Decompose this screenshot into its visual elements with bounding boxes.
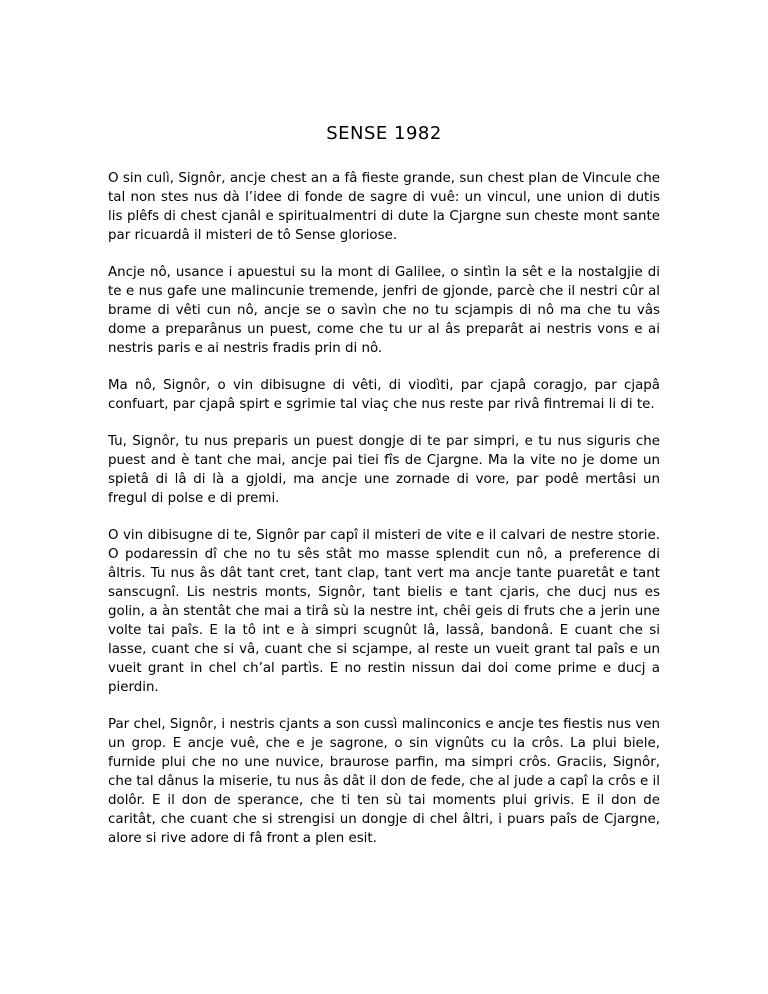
paragraph-4: Tu, Signôr, tu nus preparis un puest dongje di te par simpri, e tu nus siguris che puest and è tant che mai, ancje pai tiei fîs de Cjargne. Ma la vite no je dome un spietâ di lâ di là a gjoldi, ma ancje une zornade di vore, par podê mertâsi un fregul di polse e di premi. <box>108 434 660 506</box>
document-page <box>108 0 660 866</box>
paragraph-6: Par chel, Signôr, i nestris cjants a son cussì malinconics e ancje tes fiestis nus ven un grop. E ancje vuê, che e je sagrone, o sin vignûts cu la crôs. La plui biele, furnide plui che no une nuvice, braurose parfin, ma simpri crôs. Graciis, Signôr, che tal dânus la miserie, tu nus âs dât il don de fede, che al jude a capî la crôs e il dolôr. E il don de sperance, che ti ten sù tai moments plui grivis. E il don de caritât, che cuant che si strengisi un dongje di chel âltri, i puars paîs de Cjargne, alore si rive adore di fâ front a plen esit. <box>108 717 660 846</box>
paragraph-5: O vin dibisugne di te, Signôr par capî il misteri de vite e il calvari de nestre storie. O podaressin dî che no tu sês stât mo masse splendit cun nô, a preference di âltris. Tu nus âs dât tant cret, tant clap, tant vert ma ancje tante puaretât e tant sanscugnî. Lis nestris monts, Signôr, tant bielis e tant cjaris, che ducj nus es golin, a àn stentât che mai a tirâ sù la nestre int, chêi geis di fruts che a jerin une volte tai paîs. E la tô int e à simpri scugnût lâ, lassâ, bandonâ. E cuant che si lasse, cuant che si vâ, cuant che si scjampe, al reste un vueit grant tal paîs e un vueit grant in chel ch’al partìs. E no restin nissun dai doi come prime e ducj a pierdin. <box>108 528 660 695</box>
paragraph-3: Ma nô, Signôr, o vin dibisugne di vêti, di viodìti, par cjapâ coragjo, par cjapâ confuart, par cjapâ spirt e sgrimie tal viaç che nus reste par rivâ fintremai li di te. <box>108 378 660 412</box>
document-body <box>108 169 660 848</box>
document-title: SENSE 1982 <box>326 123 442 144</box>
paragraph-1: O sin culì, Signôr, ancje chest an a fâ fieste grande, sun chest plan de Vincule che tal non stes nus dà l’idee di fonde de sagre di vuê: un vincul, une union di dutis lis plêfs di chest cjanâl e spiritualmentri di dute la Cjargne sun cheste mont sante par ricuardâ il misteri de tô Sense gloriose. <box>108 171 660 243</box>
paragraph-2: Ancje nô, usance i apuestui su la mont di Galilee, o sintìn la sêt e la nostalgjie di te e nus gafe une malincunie tremende, jenfri de gjonde, parcè che il nestri cûr al brame di vêti cun nô, ancje se o savìn che no tu scjampis di nô ma che tu vâs dome a preparânus un puest, come che tu ur al âs preparât ai nestris vons e ai nestris paris e ai nestris fradis prin di nô. <box>108 265 660 356</box>
